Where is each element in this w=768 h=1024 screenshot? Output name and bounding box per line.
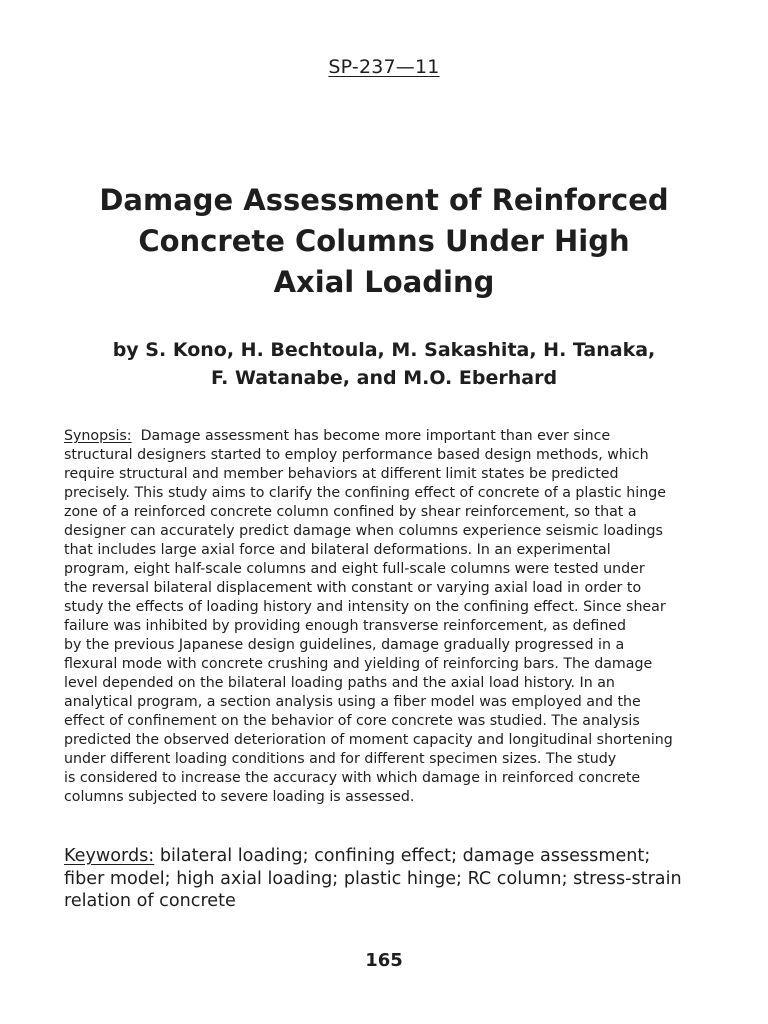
synopsis-line: under different loading conditions and for different specimen sizes. The study [64, 751, 617, 767]
keywords-line: relation of concrete [64, 891, 236, 911]
synopsis-line: require structural and member behaviors at different limit states be predicted [64, 466, 619, 482]
synopsis-line: columns subjected to severe loading is assessed. [64, 789, 415, 805]
keywords-line: fiber model; high axial loading; plastic hinge; RC column; stress-strain [64, 868, 682, 889]
synopsis-line: failure was inhibited by providing enough transverse reinforcement, as defined [64, 618, 627, 634]
page-number: 165 [365, 950, 403, 971]
author-line: by S. Kono, H. Bechtoula, M. Sakashita, H. Tanaka, [112, 339, 656, 361]
title-line: Concrete Columns Under High [138, 224, 630, 258]
synopsis-line: level depended on the bilateral loading paths and the axial load history. In an [64, 675, 615, 691]
paper-title [90, 180, 678, 303]
synopsis-line: study the effects of loading history and intensity on the confining effect. Since shear [64, 599, 666, 615]
synopsis [64, 427, 712, 807]
keywords-label: Keywords: [64, 846, 155, 866]
synopsis-line: analytical program, a section analysis using a fiber model was employed and the [64, 694, 641, 710]
synopsis-line: effect of confinement on the behavior of core concrete was studied. The analysis [64, 713, 640, 729]
synopsis-line: structural designers started to employ performance based design methods, which [64, 447, 649, 463]
synopsis-line: precisely. This study aims to clarify the confining effect of concrete of a plastic hinge [64, 485, 666, 501]
author-list [60, 336, 708, 392]
synopsis-line: predicted the observed deterioration of moment capacity and longitudinal shortening [64, 732, 673, 748]
synopsis-line: flexural mode with concrete crushing and yielding of reinforcing bars. The damage [64, 656, 653, 672]
title-line: Axial Loading [273, 265, 495, 299]
synopsis-line: program, eight half-scale columns and eight full-scale columns were tested under [64, 561, 645, 577]
synopsis-line: the reversal bilateral displacement with constant or varying axial load in order to [64, 580, 642, 596]
keywords [64, 845, 714, 913]
synopsis-line: that includes large axial force and bilateral deformations. In an experimental [64, 542, 611, 558]
paper-id: SP-237—11 [328, 56, 440, 78]
synopsis-line: zone of a reinforced concrete column confined by shear reinforcement, so that a [64, 504, 637, 520]
synopsis-label: Synopsis: [64, 428, 132, 444]
title-line: Damage Assessment of Reinforced [99, 183, 669, 217]
author-line: F. Watanabe, and M.O. Eberhard [210, 367, 558, 389]
synopsis-line: by the previous Japanese design guidelines, damage gradually progressed in a [64, 637, 625, 653]
synopsis-line: is considered to increase the accuracy with which damage in reinforced concrete [64, 770, 641, 786]
keywords-line: bilateral loading; confining effect; damage assessment; [159, 846, 651, 866]
synopsis-line: Damage assessment has become more important than ever since [140, 428, 611, 444]
synopsis-line: designer can accurately predict damage when columns experience seismic loadings [64, 523, 663, 539]
